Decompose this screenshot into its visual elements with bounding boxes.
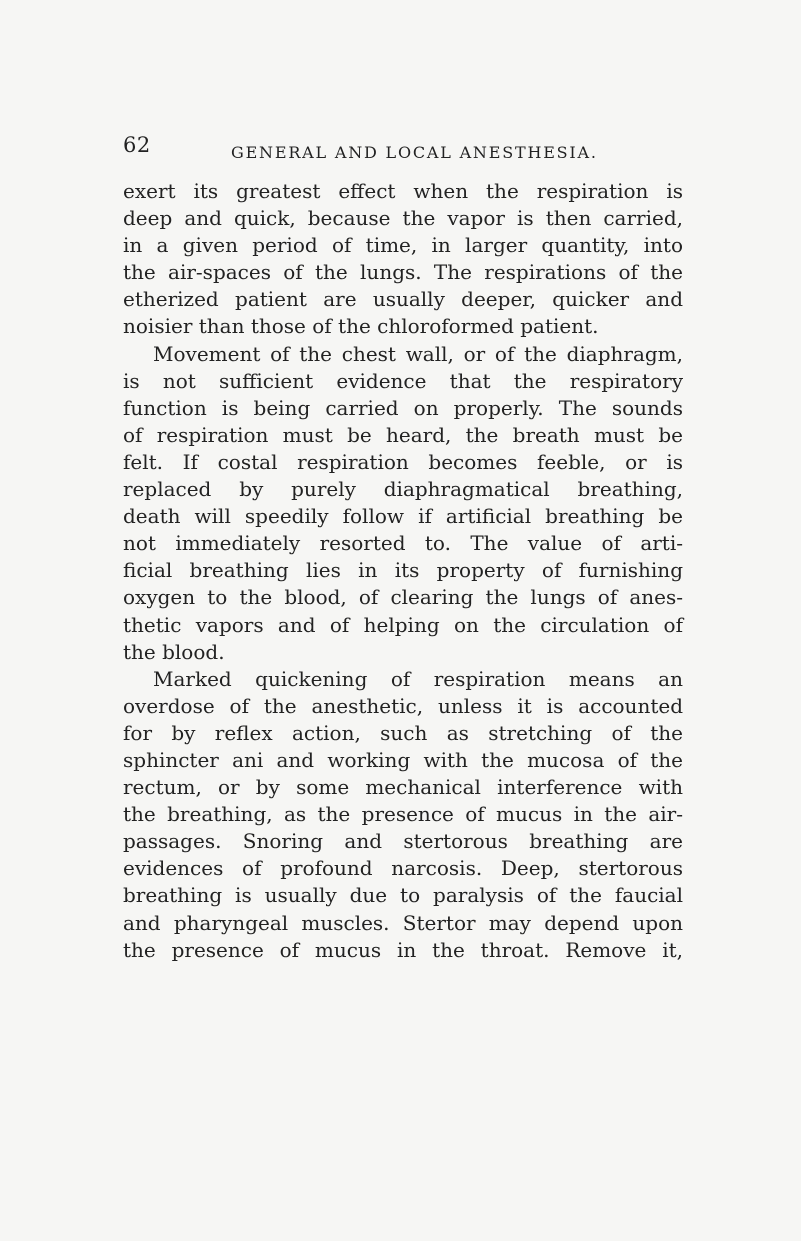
text-line: is not sufficient evidence that the respiratory bbox=[123, 368, 683, 393]
text-line: the presence of mucus in the throat. Remove it, bbox=[123, 937, 683, 962]
text-line: function is being carried on properly. The sounds bbox=[123, 395, 683, 420]
text-line: the blood. bbox=[123, 639, 225, 664]
text-line: not immediately resorted to. The value of arti- bbox=[123, 531, 683, 556]
text-line: in a given period of time, in larger quantity, into bbox=[123, 233, 683, 258]
text-line: the breathing, as the presence of mucus in the air- bbox=[123, 802, 683, 827]
running-head: GENERAL AND LOCAL ANESTHESIA. bbox=[231, 143, 598, 162]
text-line: replaced by purely diaphragmatical breathing, bbox=[123, 477, 683, 502]
text-line: noisier than those of the chloroformed patient. bbox=[123, 314, 599, 339]
text-line: breathing is usually due to paralysis of the faucial bbox=[123, 883, 683, 908]
text-line: thetic vapors and of helping on the circulation of bbox=[123, 612, 683, 637]
body-text bbox=[123, 178, 683, 964]
page-number: 62 bbox=[123, 133, 151, 157]
text-line: overdose of the anesthetic, unless it is accounted bbox=[123, 693, 683, 718]
text-line: oxygen to the blood, of clearing the lungs of anes- bbox=[123, 585, 683, 610]
text-line: etherized patient are usually deeper, quicker and bbox=[123, 287, 683, 312]
text-line: felt. If costal respiration becomes feeble, or is bbox=[123, 449, 683, 474]
text-line: death will speedily follow if artificial breathing be bbox=[123, 504, 683, 529]
text-line: passages. Snoring and stertorous breathing are bbox=[123, 829, 683, 854]
text-line: sphincter ani and working with the mucosa of the bbox=[123, 747, 683, 772]
text-line: evidences of profound narcosis. Deep, stertorous bbox=[123, 856, 683, 881]
text-line: of respiration must be heard, the breath must be bbox=[123, 422, 683, 447]
text-line: rectum, or by some mechanical interference with bbox=[123, 775, 683, 800]
text-line: deep and quick, because the vapor is then carried, bbox=[123, 206, 683, 231]
text-line: for by reflex action, such as stretching of the bbox=[123, 720, 683, 745]
text-line: ficial breathing lies in its property of furnishing bbox=[123, 558, 683, 583]
text-line: the air-spaces of the lungs. The respirations of the bbox=[123, 260, 683, 285]
text-line: Movement of the chest wall, or of the diaphragm, bbox=[153, 341, 683, 366]
text-line: exert its greatest effect when the respiration is bbox=[123, 179, 683, 203]
text-line: and pharyngeal muscles. Stertor may depend upon bbox=[123, 910, 683, 935]
text-line: Marked quickening of respiration means an bbox=[153, 666, 683, 691]
